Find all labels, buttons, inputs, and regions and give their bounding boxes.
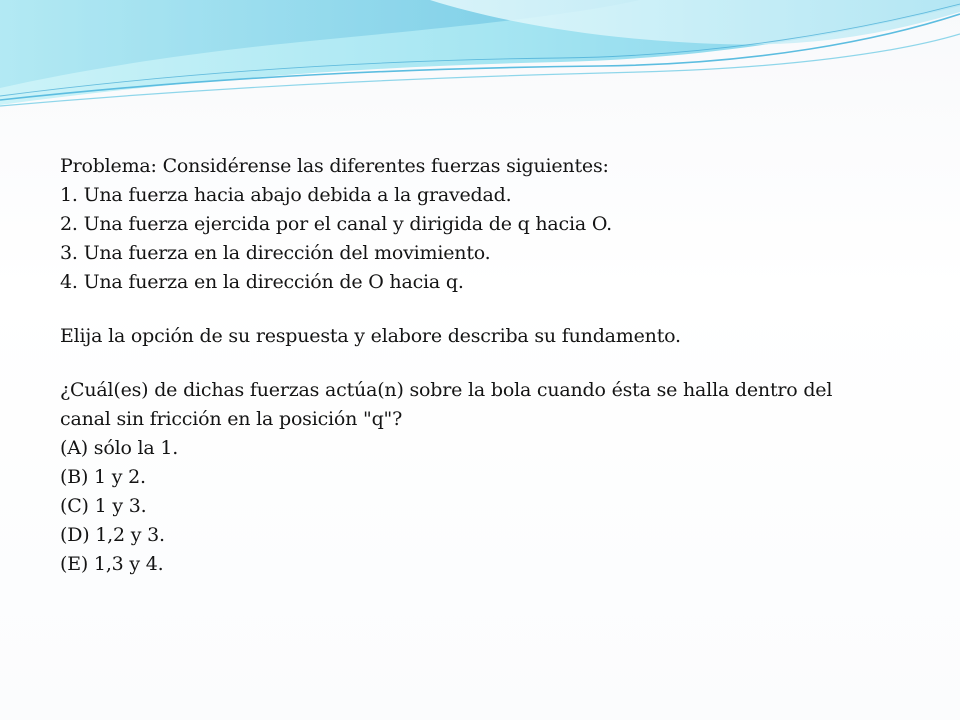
answer-option-c: (C) 1 y 3. xyxy=(60,495,147,517)
instruction-text: Elija la opción de su respuesta y elabore describa su fundamento. xyxy=(60,325,681,347)
header-wave-decoration xyxy=(0,0,960,120)
question-text-line-2: canal sin fricción en la posición "q"? xyxy=(60,408,403,430)
force-item-2: 2. Una fuerza ejercida por el canal y dirigida de q hacia O. xyxy=(60,213,612,235)
question-text-line-1: ¿Cuál(es) de dichas fuerzas actúa(n) sobre la bola cuando ésta se halla dentro del xyxy=(60,379,833,401)
spacer xyxy=(60,351,920,376)
answer-option-e: (E) 1,3 y 4. xyxy=(60,553,164,575)
answer-option-a: (A) sólo la 1. xyxy=(60,437,179,459)
problem-heading: Problema: Considérense las diferentes fuerzas siguientes: xyxy=(60,155,609,177)
answer-option-d: (D) 1,2 y 3. xyxy=(60,524,165,546)
force-item-3: 3. Una fuerza en la dirección del movimiento. xyxy=(60,242,491,264)
force-item-1: 1. Una fuerza hacia abajo debida a la gravedad. xyxy=(60,184,512,206)
answer-option-b: (B) 1 y 2. xyxy=(60,466,146,488)
slide-body xyxy=(60,152,920,579)
force-item-4: 4. Una fuerza en la dirección de O hacia q. xyxy=(60,271,464,293)
spacer xyxy=(60,297,920,322)
